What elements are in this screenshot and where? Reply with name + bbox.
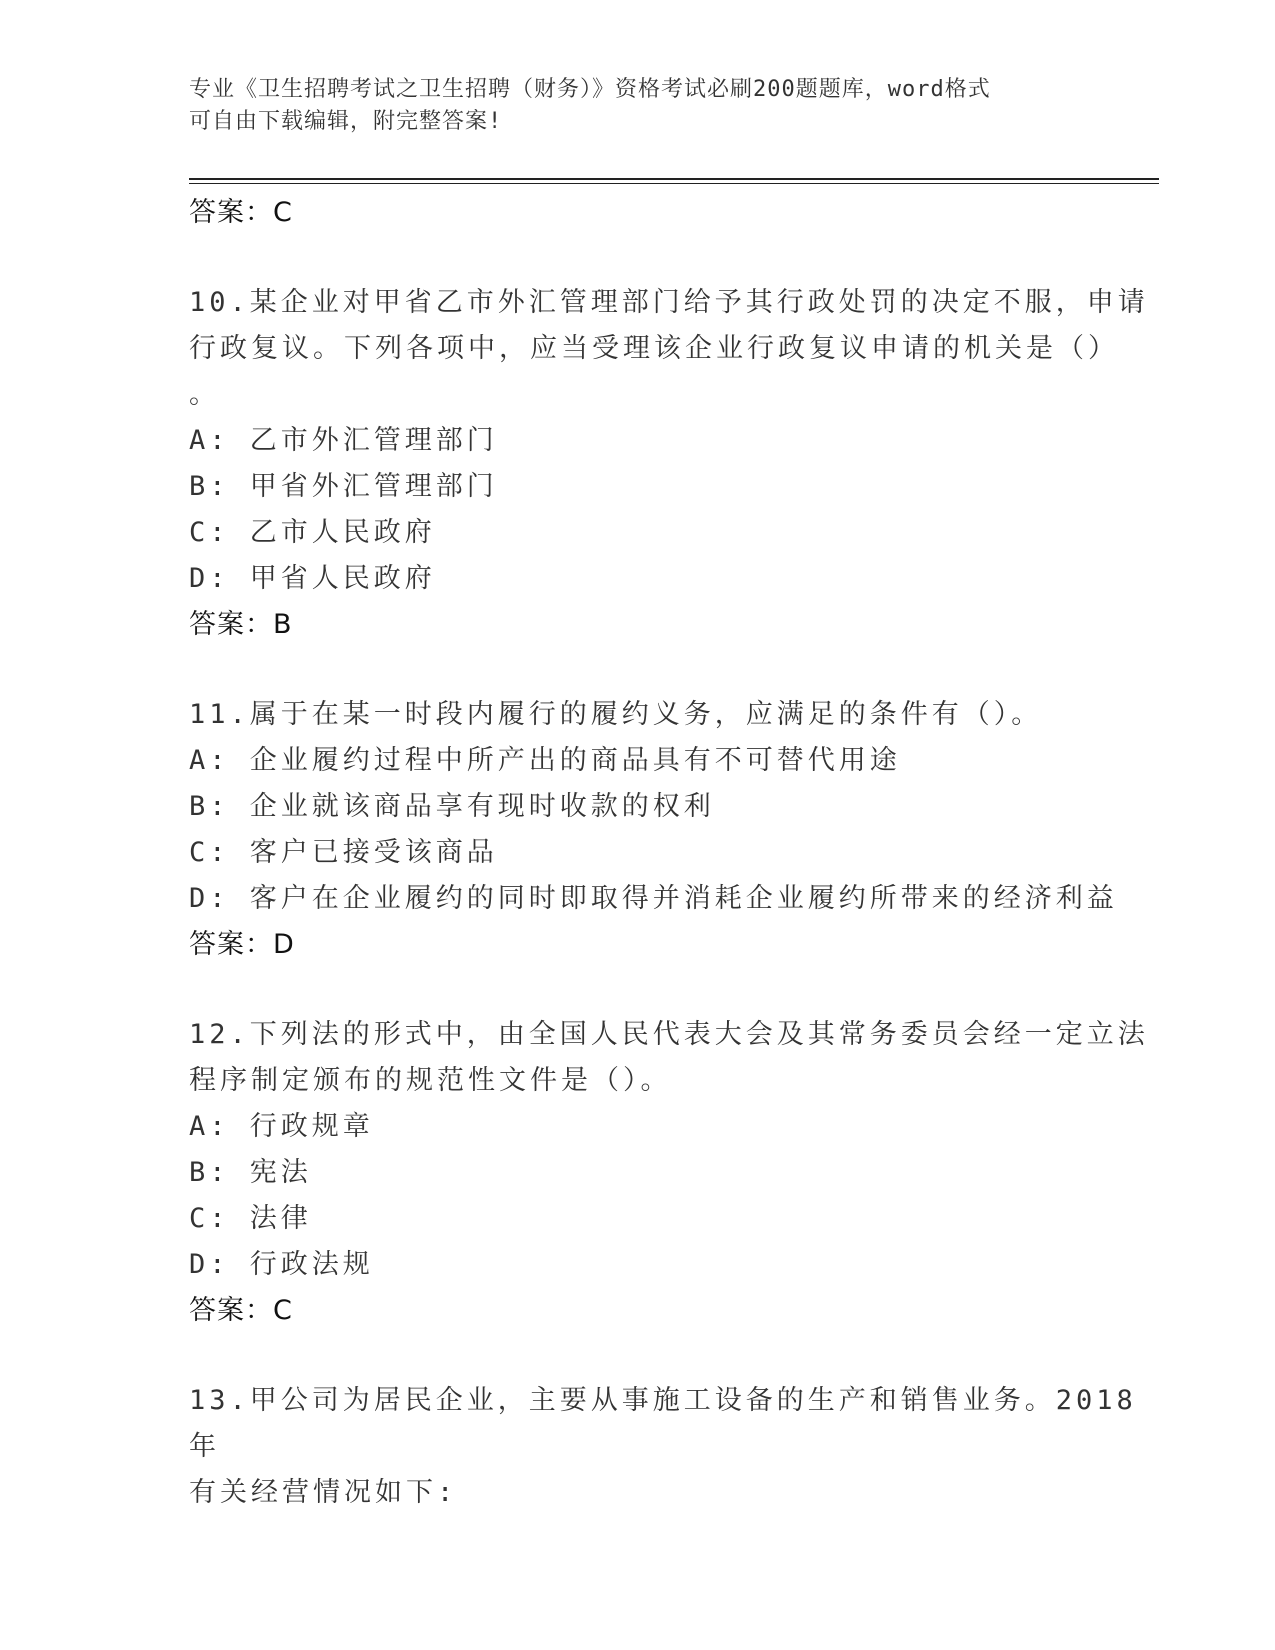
answer-line: 答案：C xyxy=(189,1295,293,1326)
option-a: A: 行政规章 xyxy=(189,1111,374,1142)
header-rule-thick xyxy=(189,178,1159,180)
option-d: D: 甲省人民政府 xyxy=(189,563,436,594)
option-c: C: 客户已接受该商品 xyxy=(189,837,498,868)
option-b: B: 企业就该商品享有现时收款的权利 xyxy=(189,791,715,822)
page-header xyxy=(189,74,1089,138)
question-stem-line: 12.下列法的形式中，由全国人民代表大会及其常务委员会经一定立法 xyxy=(189,1019,1149,1050)
header-rule-thin xyxy=(189,183,1159,184)
question-stem-line: 10.某企业对甲省乙市外汇管理部门给予其行政处罚的决定不服，申请 xyxy=(189,287,1149,318)
question-block-12 xyxy=(189,1012,1149,1334)
question-block-11 xyxy=(189,692,1149,968)
question-list xyxy=(189,190,1149,1516)
answer-line: 答案：B xyxy=(189,609,293,640)
answer-line: 答案：C xyxy=(189,197,293,228)
answer-line: 答案：D xyxy=(189,929,295,960)
header-line-2: 可自由下载编辑，附完整答案! xyxy=(189,109,503,134)
question-stem-line: 。 xyxy=(189,379,220,410)
option-a: A: 乙市外汇管理部门 xyxy=(189,425,498,456)
option-b: B: 宪法 xyxy=(189,1157,312,1188)
question-stem-line: 有关经营情况如下: xyxy=(189,1477,458,1508)
option-c: C: 乙市人民政府 xyxy=(189,517,436,548)
question-stem-line: 13.甲公司为居民企业，主要从事施工设备的生产和销售业务。2018年 xyxy=(189,1385,1137,1462)
option-a: A: 企业履约过程中所产出的商品具有不可替代用途 xyxy=(189,745,901,776)
option-d: D: 行政法规 xyxy=(189,1249,374,1280)
question-stem-line: 11.属于在某一时段内履行的履约义务，应满足的条件有（）。 xyxy=(189,699,1043,730)
option-c: C: 法律 xyxy=(189,1203,312,1234)
option-d: D: 客户在企业履约的同时即取得并消耗企业履约所带来的经济利益 xyxy=(189,883,1118,914)
question-stem-line: 行政复议。下列各项中，应当受理该企业行政复议申请的机关是（） xyxy=(189,333,1119,364)
header-line-1: 专业《卫生招聘考试之卫生招聘（财务）》资格考试必刷200题题库，word格式 xyxy=(189,77,991,102)
option-b: B: 甲省外汇管理部门 xyxy=(189,471,498,502)
question-stem-line: 程序制定颁布的规范性文件是（）。 xyxy=(189,1065,672,1096)
question-block-10 xyxy=(189,280,1149,648)
question-block-13 xyxy=(189,1378,1149,1516)
